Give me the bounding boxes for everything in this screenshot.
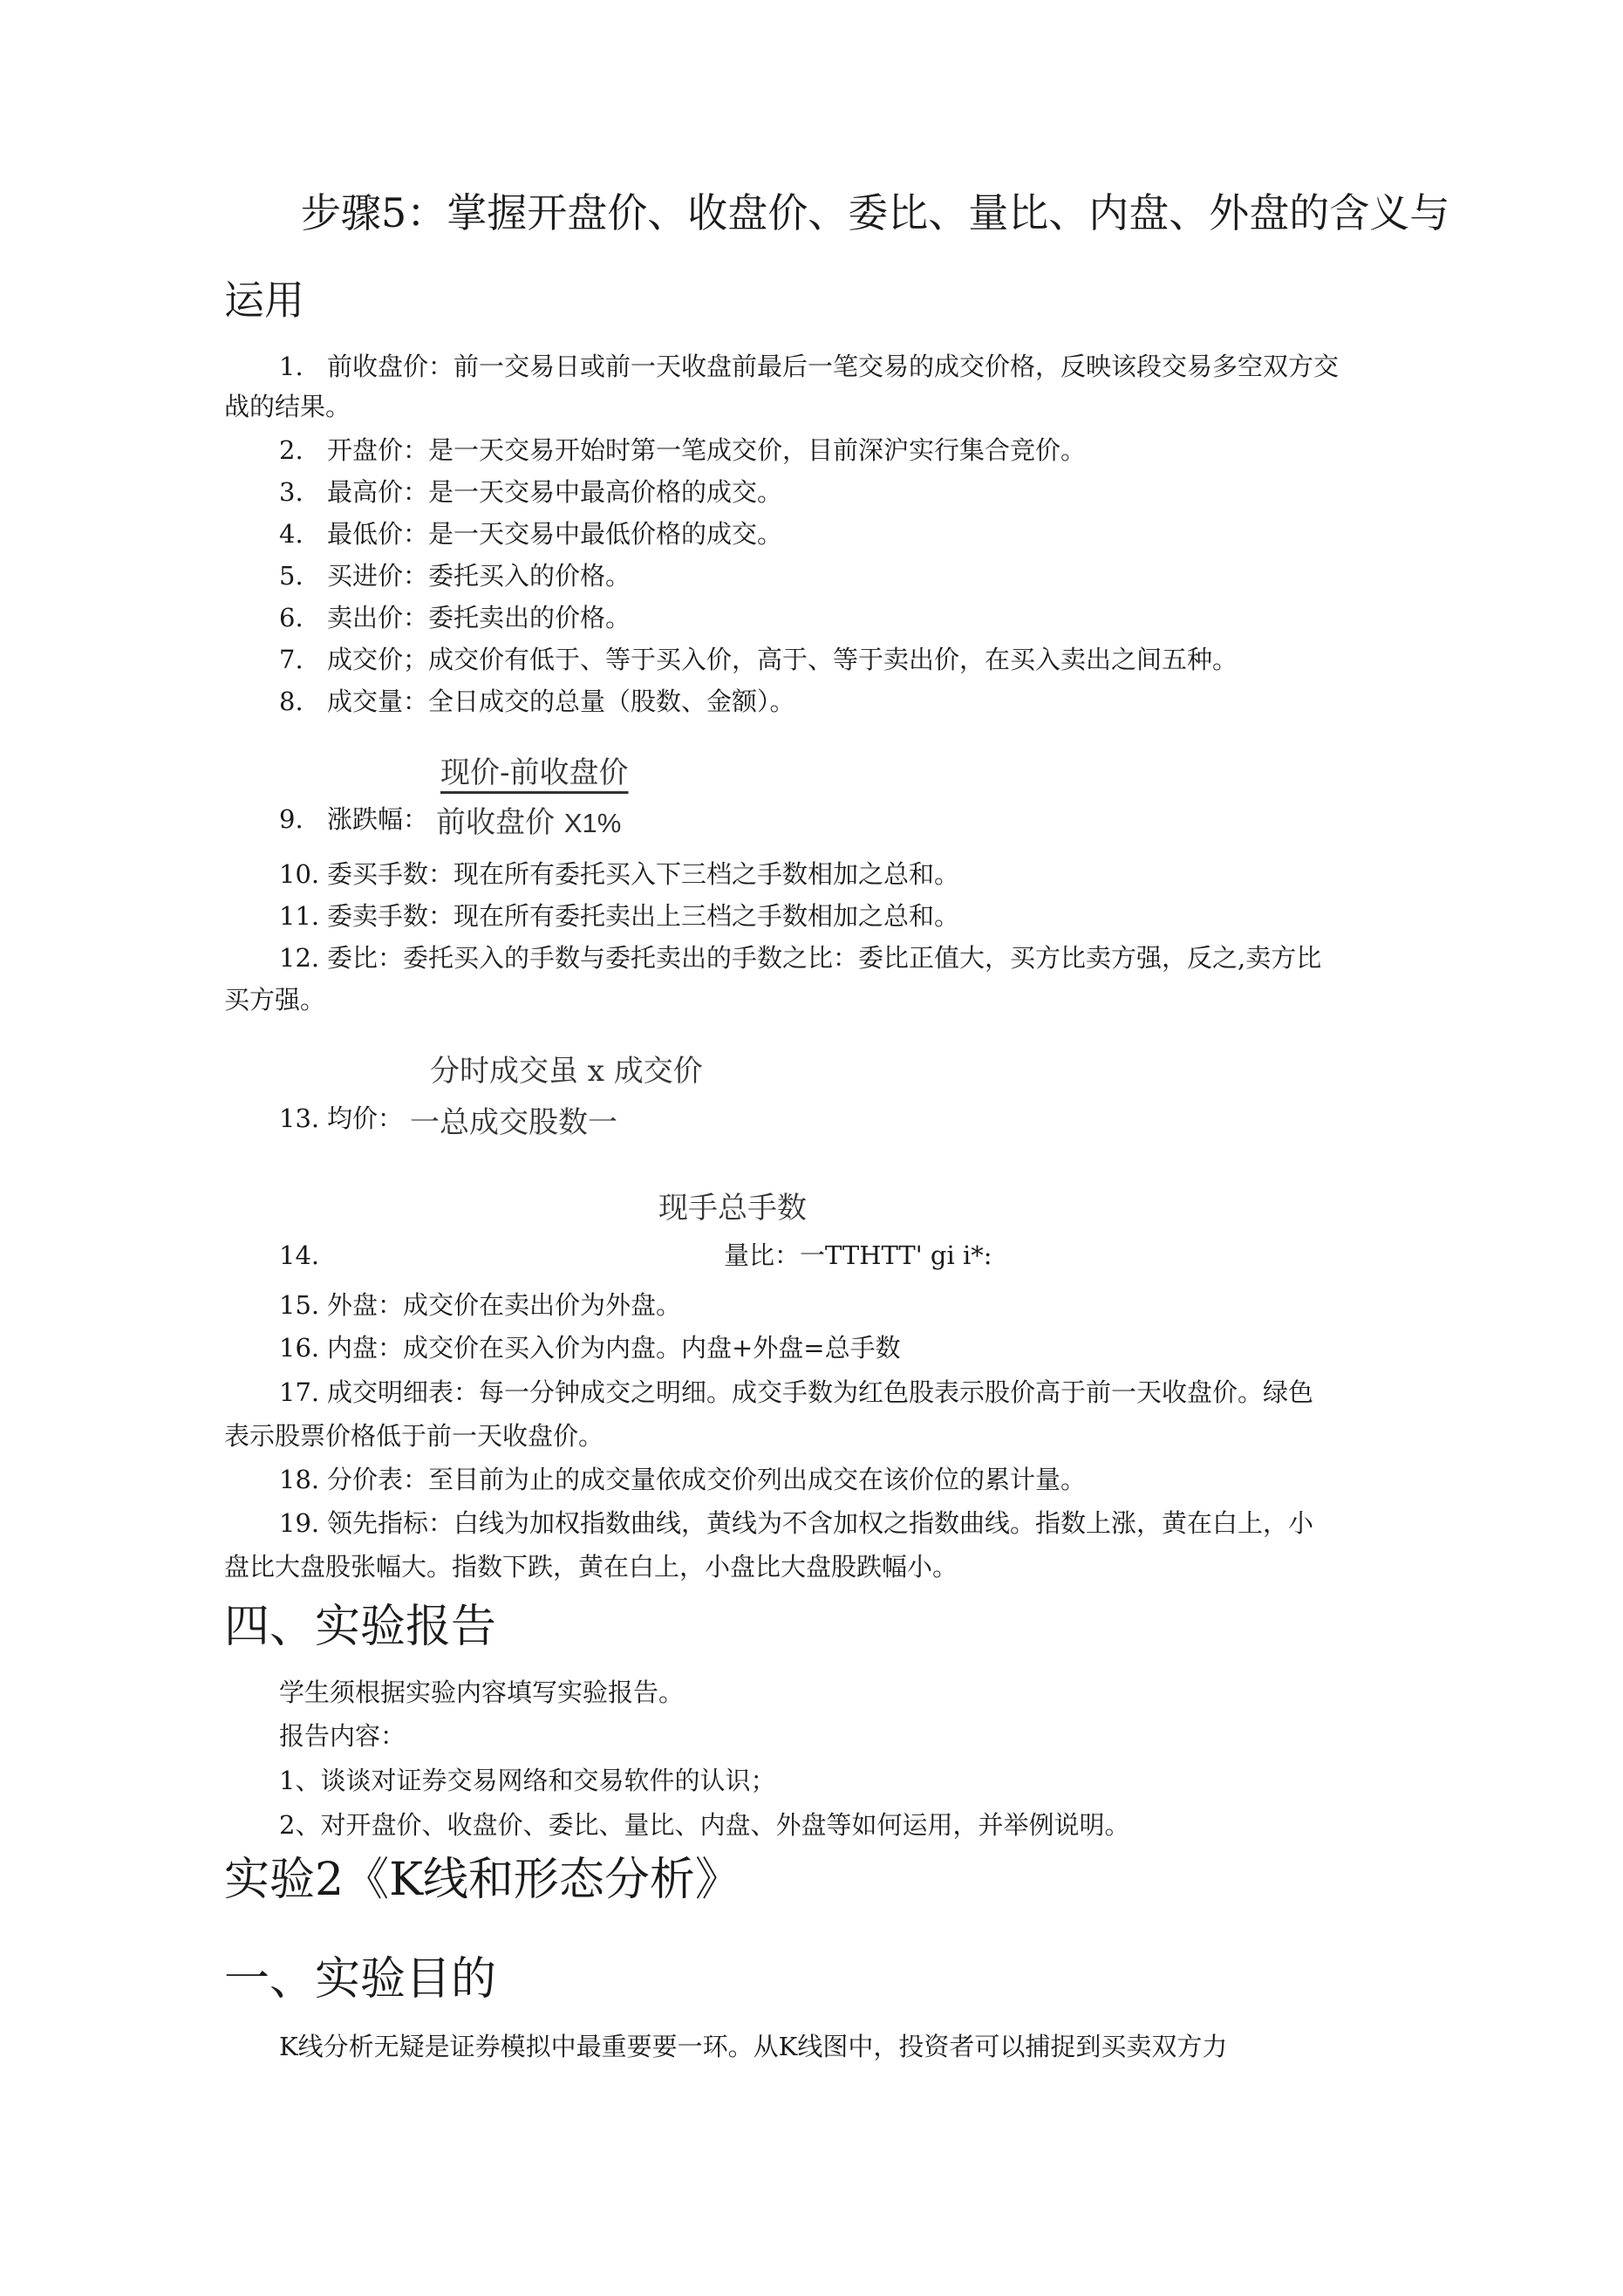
item-text: 成交量：全日成交的总量（股数、金额）。 [327,687,795,716]
item-number: 16. [279,1333,320,1363]
item-text: 量比：一TTHTT' gi i*: [724,1240,992,1270]
list-item [279,435,1087,465]
list-item [279,943,1322,973]
item-number: 12. [279,943,320,973]
list-item [279,477,783,507]
report-line: 1、谈谈对证券交易网络和交易软件的认识； [279,1766,776,1795]
report-line: 报告内容： [279,1721,406,1751]
step-heading-line2: 运用 [224,277,304,324]
item-number: 5. [279,561,303,591]
list-item [279,519,783,549]
item-text: 开盘价：是一天交易开始时第一笔成交价，目前深沪实行集合竞价。 [327,435,1087,465]
item-text: 内盘：成交价在买入价为内盘。内盘+外盘=总手数 [327,1333,901,1363]
list-item [279,1377,1314,1407]
list-item [279,605,631,631]
list-item [279,354,1339,379]
item-text: 外盘：成交价在卖出价为外盘。 [327,1290,682,1320]
list-item [279,1106,403,1131]
fraction-numerator: 现价-前收盘价 [440,755,629,790]
item-text: 委买手数：现在所有委托买入下三档之手数相加之总和。 [327,859,960,889]
step-heading-line1: 步骤5：掌握开盘价、收盘价、委比、量比、内盘、外盘的含义与 [301,189,1450,236]
item-number: 4. [279,519,303,549]
fraction-denominator: 前收盘价 X1% [436,805,622,840]
item-number: 11. [279,901,320,931]
item-text: 最低价：是一天交易中最低价格的成交。 [327,519,783,549]
item-continuation: 盘比大盘股张幅大。指数下跌，黄在白上，小盘比大盘股跌幅小。 [224,1552,958,1582]
list-item [279,689,795,714]
list-item [279,647,1238,673]
item-text: 卖出价：委托卖出的价格。 [327,603,631,632]
fraction-suffix: X1% [563,808,622,838]
item-number: 18. [279,1465,320,1494]
list-item [279,1290,682,1320]
list-item [279,1508,1314,1538]
list-item [279,901,960,931]
item-number: 7. [279,645,303,674]
report-line: 学生须根据实验内容填写实验报告。 [279,1678,685,1707]
paragraph: K线分析无疑是证券模拟中最重要要一环。从K线图中，投资者可以捕捉到买卖双方力 [279,2032,1228,2061]
item-number: 17. [279,1377,320,1407]
item-continuation: 战的结果。 [224,392,351,421]
item-text: 领先指标：白线为加权指数曲线，黄线为不含加权之指数曲线。指数上涨，黄在白上，小 [327,1508,1314,1538]
report-line: 2、对开盘价、收盘价、委比、量比、内盘、外盘等如何运用，并举例说明。 [279,1810,1130,1840]
list-item [279,804,429,834]
list-item [279,1333,901,1363]
fraction-denominator: 一总成交股数一 [410,1105,617,1140]
experiment-title: 实验2《K线和形态分析》 [224,1854,740,1906]
item-text: 分价表：至目前为止的成交量依成交价列出成交在该价位的累计量。 [327,1465,1087,1494]
item-text: 涨跌幅： [327,804,429,834]
item-number: 3. [279,477,303,507]
item-number: 6. [279,603,303,632]
item-number: 9. [279,804,303,834]
item-number: 2. [279,435,303,465]
section-title: 四、实验报告 [224,1601,497,1653]
item-number: 15. [279,1290,320,1320]
item-text: 买进价：委托买入的价格。 [327,561,631,591]
item-number: 10. [279,859,320,889]
item-number: 13. [279,1104,320,1133]
item-text: 最高价：是一天交易中最高价格的成交。 [327,477,783,507]
item-number: 19. [279,1508,320,1538]
item-text: 委卖手数：现在所有委托卖出上三档之手数相加之总和。 [327,901,960,931]
item-number: 1. [279,352,303,381]
item-text: 前收盘价：前一交易日或前一天收盘前最后一笔交易的成交价格，反映该段交易多空双方交 [327,352,1340,381]
item-text: 成交明细表：每一分钟成交之明细。成交手数为红色股表示股价高于前一天收盘价。绿色 [327,1377,1314,1407]
list-item [279,1467,1086,1493]
list-item [279,859,960,889]
fraction-numerator: 现手总手数 [658,1191,807,1226]
item-text: 委比：委托买入的手数与委托卖出的手数之比：委比正值大，买方比卖方强，反之,卖方比 [327,943,1322,973]
item-text: 成交价；成交价有低于、等于买入价，高于、等于卖出价，在买入卖出之间五种。 [327,645,1238,674]
item-number: 14. [279,1240,320,1270]
fraction-numerator: 分时成交虽 x 成交价 [430,1054,703,1089]
item-text: 均价： [327,1104,404,1133]
item-continuation: 表示股票价格低于前一天收盘价。 [224,1421,604,1451]
list-item [279,561,631,591]
item-number: 8. [279,687,303,716]
section-title: 一、实验目的 [224,1953,497,2006]
item-continuation: 买方强。 [224,985,326,1015]
